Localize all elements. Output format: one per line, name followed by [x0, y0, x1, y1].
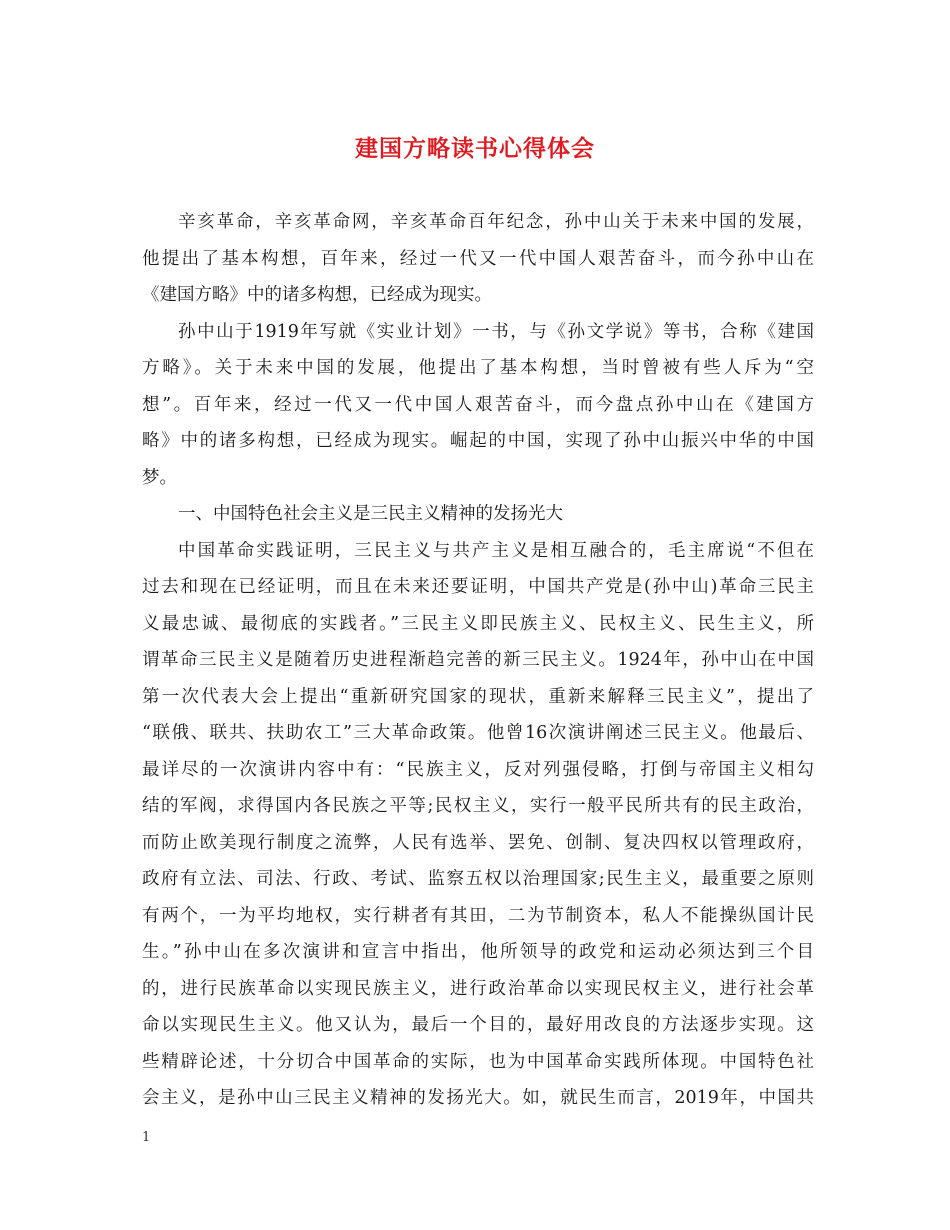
- document-body: [142, 204, 814, 1117]
- text-line: 中国革命实践证明，三民主义与共产主义是相互融合的，毛主席说“不但在: [178, 540, 814, 561]
- text-line: 第一次代表大会上提出“重新研究国家的现状，重新来解释三民主义”，提出了: [142, 686, 814, 707]
- text-line: 想”。百年来，经过一代又一代中国人艰苦奋斗，而今盘点孙中山在《建国方: [142, 394, 814, 415]
- text-line: 孙中山于1919年写就《实业计划》一书，与《孙文学说》等书，合称《建国: [178, 321, 814, 342]
- text-line: 过去和现在已经证明，而且在未来还要证明，中国共产党是(孙中山)革命三民主: [142, 577, 814, 597]
- text-line: 义最忠诚、最彻底的实践者。”三民主义即民族主义、民权主义、民生主义，所: [142, 613, 814, 634]
- text-line: “联俄、联共、扶助农工”三大革命政策。他曾16次演讲阐述三民主义。他最后、: [142, 723, 814, 743]
- text-line: 方略》。关于未来中国的发展，他提出了基本构想，当时曾被有些人斥为“空: [142, 358, 814, 378]
- text-line: 《建国方略》中的诸多构想，已经成为现实。: [142, 285, 492, 305]
- text-line: 些精辟论述，十分切合中国革命的实际，也为中国革命实践所体现。中国特色社: [142, 1051, 814, 1072]
- text-line: 辛亥革命，辛亥革命网，辛亥革命百年纪念，孙中山关于未来中国的发展，: [178, 212, 814, 232]
- text-line: 政府有立法、司法、行政、考试、监察五权以治理国家;民生主义，最重要之原则: [142, 869, 814, 889]
- text-line: 谓革命三民主义是随着历史进程渐趋完善的新三民主义。1924年，孙中山在中国: [142, 650, 814, 670]
- text-line: 略》中的诸多构想，已经成为现实。崛起的中国，实现了孙中山振兴中华的中国: [142, 431, 814, 451]
- text-line: 生。”孙中山在多次演讲和宣言中指出，他所领导的政党和运动必须达到三个目: [142, 942, 814, 962]
- text-line: 一、中国特色社会主义是三民主义精神的发扬光大: [178, 504, 563, 524]
- text-line: 结的军阀，求得国内各民族之平等;民权主义，实行一般平民所共有的民主政治，: [142, 796, 814, 816]
- text-line: 而防止欧美现行制度之流弊，人民有选举、罢免、创制、复决四权以管理政府，: [142, 832, 814, 853]
- text-line: 命以实现民生主义。他又认为，最后一个目的，最好用改良的方法逐步实现。这: [142, 1015, 814, 1035]
- text-line: 梦。: [142, 467, 177, 488]
- text-line: 的，进行民族革命以实现民族主义，进行政治革命以实现民权主义，进行社会革: [142, 978, 814, 999]
- document-title: 建国方略读书心得体会: [355, 135, 595, 162]
- text-line: 会主义，是孙中山三民主义精神的发扬光大。如，就民生而言，2019年，中国共: [142, 1088, 814, 1108]
- text-line: 他提出了基本构想，百年来，经过一代又一代中国人艰苦奋斗，而今孙中山在: [142, 248, 814, 269]
- page-number: 1: [142, 1130, 151, 1145]
- text-line: 有两个，一为平均地权，实行耕者有其田，二为节制资本，私人不能操纵国计民: [142, 905, 814, 926]
- text-line: 最详尽的一次演讲内容中有：“民族主义，反对列强侵略，打倒与帝国主义相勾: [142, 759, 814, 780]
